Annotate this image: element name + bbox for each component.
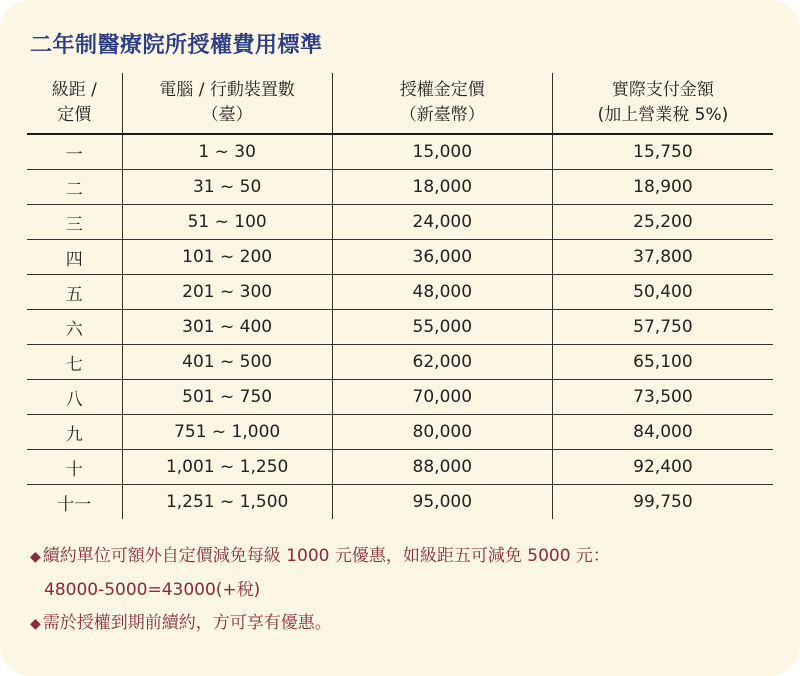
table-header-row <box>27 73 773 134</box>
devices-cell: 51 ~ 100 <box>122 205 332 240</box>
devices-cell: 401 ~ 500 <box>122 345 332 380</box>
devices-cell: 1 ~ 30 <box>122 134 332 170</box>
actual-cell: 84,000 <box>552 415 773 450</box>
price-cell: 48,000 <box>332 275 552 310</box>
pricing-table <box>27 73 773 519</box>
tier-cell: 十一 <box>57 494 92 515</box>
table-row <box>27 485 773 520</box>
price-cell: 88,000 <box>332 450 552 485</box>
tier-cell: 四 <box>27 240 122 275</box>
actual-cell: 50,400 <box>552 275 773 310</box>
diamond-bullet-icon: ◆ <box>30 616 41 632</box>
header-price: 授權金定價 （新臺幣） <box>332 73 552 134</box>
devices-cell: 751 ~ 1,000 <box>122 415 332 450</box>
header-tier: 級距 / 定價 <box>27 73 122 134</box>
renewal-discount-note: ◆ 續約單位可額外自定價減免每級 1000 元優惠，如級距五可減免 5000 元： <box>30 546 610 566</box>
table-row <box>27 380 773 415</box>
price-cell: 95,000 <box>332 485 552 520</box>
devices-cell: 201 ~ 300 <box>122 275 332 310</box>
tier-cell: 一 <box>27 134 122 170</box>
table-row <box>27 134 773 170</box>
tier-cell: 十 <box>27 450 122 485</box>
devices-cell: 31 ~ 50 <box>122 170 332 205</box>
table-row <box>27 415 773 450</box>
diamond-bullet-icon: ◆ <box>30 549 41 565</box>
actual-cell: 73,500 <box>552 380 773 415</box>
tier-cell: 三 <box>27 205 122 240</box>
price-cell: 18,000 <box>332 170 552 205</box>
tier-cell: 二 <box>27 170 122 205</box>
actual-cell: 15,750 <box>552 134 773 170</box>
tier-cell: 六 <box>27 310 122 345</box>
devices-cell: 301 ~ 400 <box>122 310 332 345</box>
notes-section <box>30 540 610 641</box>
actual-cell: 25,200 <box>552 205 773 240</box>
actual-cell: 18,900 <box>552 170 773 205</box>
tier-cell: 八 <box>27 380 122 415</box>
table-row <box>27 205 773 240</box>
price-cell: 36,000 <box>332 240 552 275</box>
header-devices: 電腦 / 行動裝置數 （臺） <box>122 73 332 134</box>
actual-cell: 92,400 <box>552 450 773 485</box>
price-cell: 62,000 <box>332 345 552 380</box>
actual-cell: 37,800 <box>552 240 773 275</box>
devices-cell: 501 ~ 750 <box>122 380 332 415</box>
price-cell: 80,000 <box>332 415 552 450</box>
table-row <box>27 240 773 275</box>
table-row <box>27 275 773 310</box>
actual-cell: 57,750 <box>552 310 773 345</box>
tier-cell: 五 <box>27 275 122 310</box>
price-cell: 24,000 <box>332 205 552 240</box>
table-row <box>27 310 773 345</box>
discount-example: 48000-5000=43000(+稅) <box>44 580 261 600</box>
table-body <box>27 134 773 519</box>
page-title: 二年制醫療院所授權費用標準 <box>30 33 323 58</box>
devices-cell: 101 ~ 200 <box>122 240 332 275</box>
devices-cell: 1,251 ~ 1,500 <box>122 485 332 520</box>
tier-cell: 七 <box>27 345 122 380</box>
price-cell: 15,000 <box>332 134 552 170</box>
table-row <box>27 450 773 485</box>
table-row <box>27 345 773 380</box>
actual-cell: 65,100 <box>552 345 773 380</box>
table-row <box>27 170 773 205</box>
price-cell: 70,000 <box>332 380 552 415</box>
tier-cell: 九 <box>27 415 122 450</box>
actual-cell: 99,750 <box>552 485 773 520</box>
devices-cell: 1,001 ~ 1,250 <box>122 450 332 485</box>
header-actual: 實際支付金額 (加上營業稅 5%) <box>552 73 773 134</box>
price-cell: 55,000 <box>332 310 552 345</box>
renewal-deadline-note: ◆ 需於授權到期前續約，方可享有優惠。 <box>30 613 332 633</box>
